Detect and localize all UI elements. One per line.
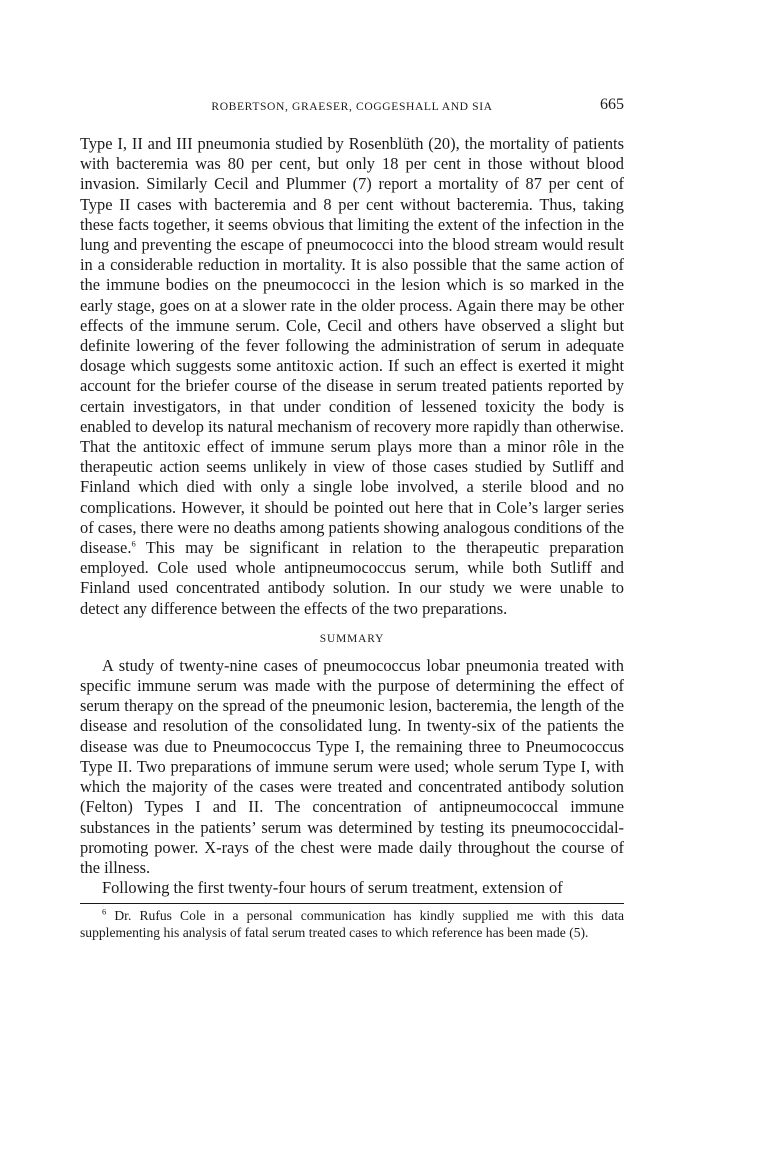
continuation-text-part-1: Type I, II and III pneumonia studied by Rosenblüth (20), the mortality of patients with bacteremia was 80 per cent, but only 18 per cent in those without blood invasion. Similarly Cecil and Plummer (7) report a mortality of 87 per cent of Type II cases with bacteremia and 8 per cent without bacteremia. Thus, taking these facts together, it seems obvious that limiting the extent of the infection in the lung and preventing the escape of pneumococci into the blood stream would result in a considerable reduction in mortality. It is also possible that the same action of the immune bodies on the pneumococci in the lesion which is so marked in the early stage, goes on at a slower rate in the older process. Again there may be other effects of the immune serum. Cole, Cecil and others have observed a slight but definite lowering of the fever following the administration of serum in adequate dosage which suggests some antitoxic action. If such an effect is exerted it might account for the briefer course of the disease in serum treated patients reported by certain investigators, in that under condition of lessened toxicity the body is enabled to develop its natural mechanism of recovery more rapidly than otherwise. That the antitoxic effect of immune serum plays more than a minor rôle in the therapeutic action seems unlikely in view of those cases studied by Sutliff and Finland which died with only a single lobe involved, a sterile blood and no complications. However, it should be pointed out here that in Cole’s larger series of cases, there were no deaths among patients showing analogous conditions of the disease. bbox=[80, 134, 624, 558]
footnote-reference: 6 bbox=[131, 538, 136, 549]
summary-paragraph-2: Following the first twenty-four hours of serum treatment, extension of bbox=[102, 878, 563, 898]
continuation-text-part-2: This may be significant in relation to the therapeutic preparation employed. Cole used whole antipneumococcus serum, while both Sutliff and Finland used concentrated antibody solution. In our study we were unable to detect any difference between the effects of the two preparations. bbox=[80, 538, 624, 618]
footnote-marker: 6 bbox=[102, 906, 107, 917]
footnote bbox=[80, 908, 624, 941]
page bbox=[80, 96, 624, 942]
footnote-text: Dr. Rufus Cole in a personal communication has kindly supplied me with this data supplementing his analysis of fatal serum treated cases to which reference has been made (5). bbox=[80, 908, 624, 940]
running-head bbox=[80, 96, 624, 120]
running-head-title: ROBERTSON, GRAESER, COGGESHALL AND SIA bbox=[211, 100, 493, 113]
page-number: 665 bbox=[600, 96, 624, 113]
summary-paragraph-1: A study of twenty-nine cases of pneumococcus lobar pneumonia treated with specific immune serum was made with the purpose of determining the effect of serum therapy on the spread of the pneumonic lesion, bacteremia, the length of the disease and resolution of the consolidated lung. In twenty-six of the patients the disease was due to Pneumococcus Type I, the remaining three to Pneumococcus Type II. Two preparations of immune serum were used; whole serum Type I, with which the majority of the cases were treated and concentrated antibody solution (Felton) Types I and II. The concentration of antipneumococcal immune substances in the patients’ serum was determined by testing its pneumococcidal-promoting power. X-rays of the chest were made daily throughout the course of the illness. bbox=[80, 655, 624, 877]
footnote-divider bbox=[80, 903, 624, 904]
continuation-paragraph bbox=[80, 134, 624, 619]
summary-heading: SUMMARY bbox=[319, 632, 385, 645]
